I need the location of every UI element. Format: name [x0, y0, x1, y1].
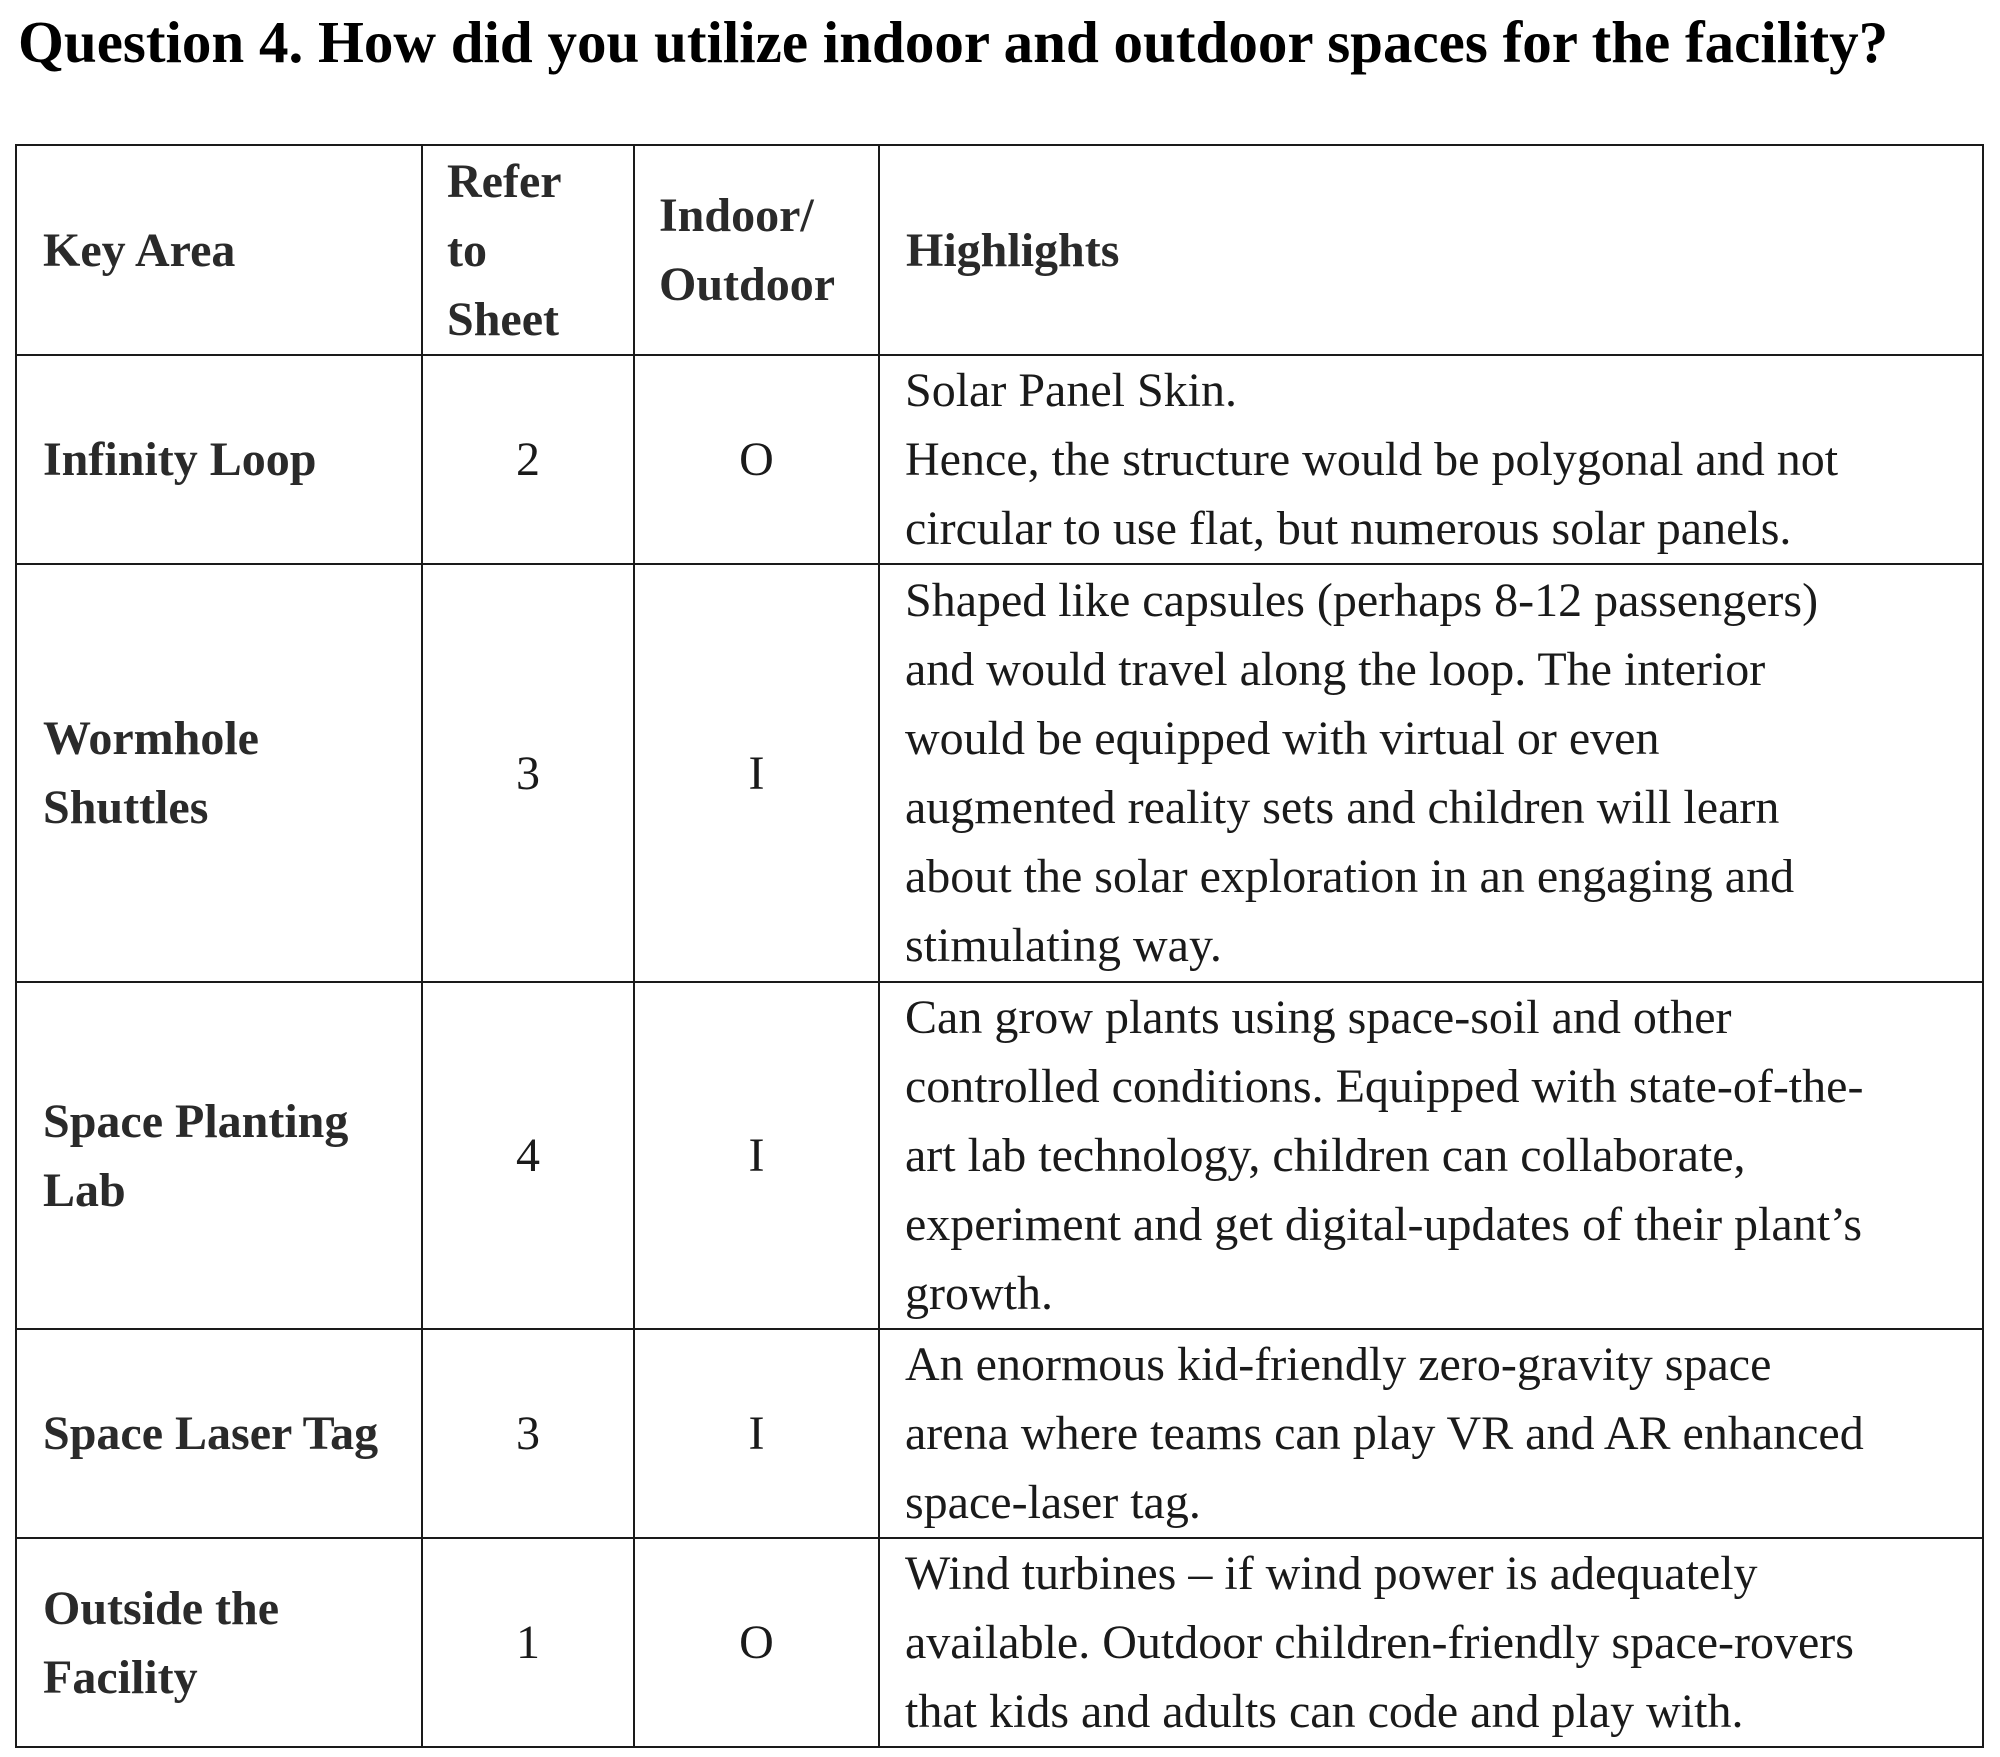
indoor-outdoor-cell: O — [634, 355, 879, 564]
highlight-line: space-laser tag. — [905, 1476, 1201, 1529]
highlight-line: arena where teams can play VR and AR enhanced — [905, 1407, 1864, 1460]
highlight-line: circular to use flat, but numerous solar panels. — [905, 502, 1792, 555]
header-indoor-line: Outdoor — [659, 258, 836, 311]
indoor-outdoor-cell: O — [634, 1538, 879, 1747]
header-indoor-outdoor — [634, 145, 879, 355]
question-heading: Question 4. How did you utilize indoor and outdoor spaces for the facility? — [18, 9, 1889, 75]
highlight-line: Hence, the structure would be polygonal and not — [905, 433, 1839, 486]
key-area-cell: Space Laser Tag — [16, 1329, 422, 1538]
indoor-outdoor-cell: I — [634, 564, 879, 982]
table-row — [16, 982, 1983, 1329]
table-row — [16, 1538, 1983, 1747]
highlights-cell — [879, 1538, 1983, 1747]
header-indoor-line: Indoor/ — [659, 189, 814, 242]
highlight-line: that kids and adults can code and play with. — [905, 1685, 1744, 1738]
highlight-line: Solar Panel Skin. — [905, 364, 1237, 417]
highlight-line: experiment and get digital-updates of their plant’s — [905, 1198, 1863, 1251]
header-refer-to-sheet — [422, 145, 634, 355]
header-highlights: Highlights — [879, 145, 1983, 355]
highlight-line: Shaped like capsules (perhaps 8-12 passengers) — [905, 574, 1819, 627]
highlight-line: would be equipped with virtual or even — [905, 712, 1660, 765]
highlight-line: growth. — [905, 1267, 1053, 1320]
facility-spaces-table — [15, 144, 1984, 1748]
refer-sheet-cell: 4 — [422, 982, 634, 1329]
table-row — [16, 1329, 1983, 1538]
highlight-line: and would travel along the loop. The interior — [905, 643, 1766, 696]
highlight-line: about the solar exploration in an engaging and — [905, 850, 1795, 903]
header-refer-line: Refer — [447, 154, 562, 208]
highlight-line: Can grow plants using space-soil and other — [905, 991, 1732, 1044]
key-area-cell: Outside the Facility — [16, 1538, 422, 1747]
header-refer-line: to — [447, 223, 487, 277]
header-refer-line: Sheet — [447, 292, 559, 346]
highlights-cell — [879, 355, 1983, 564]
highlights-cell — [879, 564, 1983, 982]
key-area-cell: Wormhole Shuttles — [16, 564, 422, 982]
highlight-line: available. Outdoor children-friendly space-rovers — [905, 1616, 1854, 1669]
indoor-outdoor-cell: I — [634, 982, 879, 1329]
table-row — [16, 355, 1983, 564]
refer-sheet-cell: 3 — [422, 1329, 634, 1538]
refer-sheet-cell: 1 — [422, 1538, 634, 1747]
header-key-area: Key Area — [16, 145, 422, 355]
indoor-outdoor-cell: I — [634, 1329, 879, 1538]
highlights-cell — [879, 1329, 1983, 1538]
highlight-line: stimulating way. — [905, 919, 1222, 972]
table-row — [16, 564, 1983, 982]
refer-sheet-cell: 2 — [422, 355, 634, 564]
refer-sheet-cell: 3 — [422, 564, 634, 982]
highlight-line: art lab technology, children can collaborate, — [905, 1129, 1746, 1182]
highlights-cell — [879, 982, 1983, 1329]
highlight-line: augmented reality sets and children will learn — [905, 781, 1780, 834]
key-area-cell: Space Planting Lab — [16, 982, 422, 1329]
highlight-line: controlled conditions. Equipped with state-of-the- — [905, 1060, 1864, 1113]
highlight-line: An enormous kid-friendly zero-gravity space — [905, 1338, 1772, 1391]
table-header-row — [16, 145, 1983, 355]
highlight-line: Wind turbines – if wind power is adequately — [905, 1547, 1758, 1600]
key-area-cell: Infinity Loop — [16, 355, 422, 564]
